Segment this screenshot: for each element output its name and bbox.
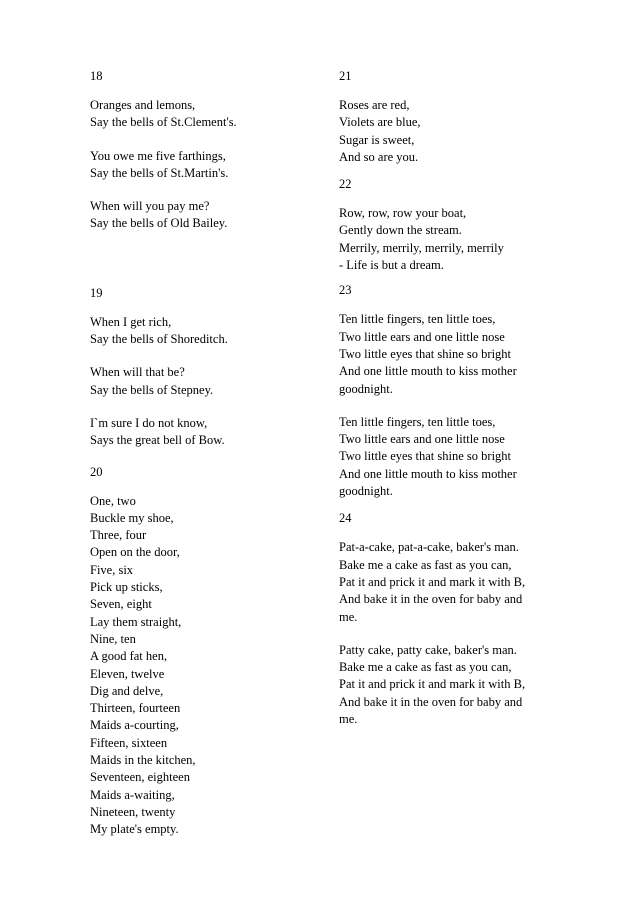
verse-line: I`m sure I do not know, (90, 415, 208, 430)
verse-line: Pat-a-cake, pat-a-cake, baker's man. (339, 540, 519, 555)
verse-line: me. (339, 712, 358, 727)
verse-line: Thirteen, fourteen (90, 701, 181, 716)
verse-line: - Life is but a dream. (339, 258, 444, 273)
verse-line: And bake it in the oven for baby and (339, 694, 523, 709)
verse-line: Three, four (90, 528, 147, 543)
verse-line: Buckle my shoe, (90, 510, 174, 525)
right-column (339, 68, 569, 738)
stanza (339, 97, 569, 166)
stanza (90, 314, 320, 349)
verse-line: When I get rich, (90, 314, 172, 329)
verse-line: Violets are blue, (339, 115, 421, 130)
verse-line: Five, six (90, 562, 134, 577)
poem-number: 24 (339, 511, 352, 526)
verse-line: Fifteen, sixteen (90, 735, 168, 750)
verse-line: Nineteen, twenty (90, 804, 176, 819)
verse-line: Dig and delve, (90, 683, 164, 698)
verse-line: Oranges and lemons, (90, 98, 196, 112)
left-column (90, 68, 320, 849)
verse-line: When will that be? (90, 365, 185, 380)
verse-line: Maids in the kitchen, (90, 753, 196, 768)
stanza (90, 198, 320, 233)
stanza (339, 414, 569, 500)
stanza (339, 539, 569, 625)
poem-18 (90, 68, 320, 233)
stanza (90, 148, 320, 183)
poem-number: 20 (90, 464, 103, 479)
poem-number: 19 (90, 285, 103, 300)
verse-line: Row, row, row your boat, (339, 206, 467, 221)
verse-line: goodnight. (339, 484, 393, 499)
poem-number: 23 (339, 283, 352, 298)
verse-line: Two little ears and one little nose (339, 329, 505, 344)
poem-number: 21 (339, 69, 352, 83)
verse-line: Merrily, merrily, merrily, merrily (339, 240, 504, 255)
verse-line: Ten little fingers, ten little toes, (339, 414, 496, 429)
stanza (339, 642, 569, 728)
verse-line: Patty cake, patty cake, baker's man. (339, 642, 517, 657)
poem-22 (339, 176, 569, 274)
verse-line: Maids a-courting, (90, 718, 179, 733)
verse-line: Sugar is sweet, (339, 132, 415, 147)
poem-number: 22 (339, 177, 352, 192)
verse-line: Open on the door, (90, 545, 180, 560)
stanza (90, 364, 320, 399)
verse-line: Say the bells of Shoreditch. (90, 332, 228, 347)
verse-line: And one little mouth to kiss mother (339, 466, 517, 481)
verse-line: Pat it and prick it and mark it with B, (339, 677, 526, 692)
verse-line: goodnight. (339, 381, 393, 396)
verse-line: Seventeen, eighteen (90, 770, 190, 785)
verse-line: Two little eyes that shine so bright (339, 346, 512, 361)
verse-line: Two little ears and one little nose (339, 432, 505, 447)
poem-number: 18 (90, 69, 103, 83)
verse-line: Pick up sticks, (90, 580, 163, 595)
verse-line: Says the great bell of Bow. (90, 433, 225, 448)
verse-line: And so are you. (339, 149, 419, 164)
verse-line: Bake me a cake as fast as you can, (339, 557, 512, 572)
verse-line: Say the bells of St.Martin's. (90, 165, 229, 180)
stanza (90, 493, 320, 839)
poem-23 (339, 282, 569, 500)
verse-line: Ten little fingers, ten little toes, (339, 312, 496, 327)
verse-line: Roses are red, (339, 98, 410, 112)
verse-line: My plate's empty. (90, 822, 179, 837)
verse-line: Bake me a cake as fast as you can, (339, 660, 512, 675)
verse-line: And one little mouth to kiss mother (339, 364, 517, 379)
verse-line: Pat it and prick it and mark it with B, (339, 574, 526, 589)
verse-line: Gently down the stream. (339, 223, 462, 238)
verse-line: Maids a-waiting, (90, 787, 175, 802)
poem-24 (339, 510, 569, 728)
verse-line: When will you pay me? (90, 199, 210, 214)
stanza (339, 205, 569, 274)
verse-line: Say the bells of St.Clement's. (90, 115, 237, 130)
verse-line: Nine, ten (90, 631, 136, 646)
stanza (90, 97, 320, 132)
stanza (339, 311, 569, 397)
verse-line: You owe me five farthings, (90, 148, 226, 163)
verse-line: Eleven, twelve (90, 666, 165, 681)
stanza (90, 415, 320, 450)
poem-21 (339, 68, 569, 166)
verse-line: One, two (90, 493, 136, 508)
verse-line: Lay them straight, (90, 614, 182, 629)
verse-line: And bake it in the oven for baby and (339, 592, 523, 607)
verse-line: Say the bells of Stepney. (90, 382, 214, 397)
verse-line: Say the bells of Old Bailey. (90, 216, 228, 231)
poem-19 (90, 285, 320, 450)
verse-line: Two little eyes that shine so bright (339, 449, 512, 464)
poem-20 (90, 464, 320, 839)
verse-line: A good fat hen, (90, 649, 168, 664)
verse-line: Seven, eight (90, 597, 152, 612)
verse-line: me. (339, 609, 358, 624)
